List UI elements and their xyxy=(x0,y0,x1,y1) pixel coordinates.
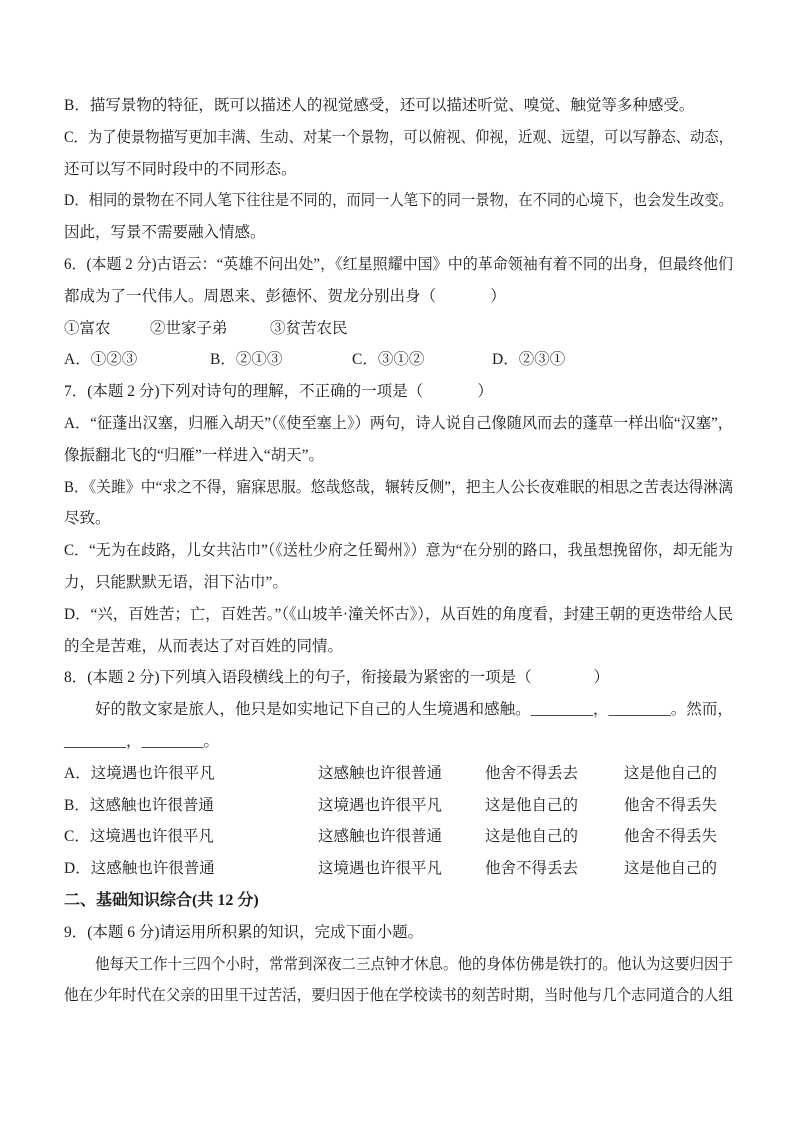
q7-option-d-line1-text: D．“兴，百姓苦；亡，百姓苦。”（《山坡羊·潼关怀古》），从百姓的角度看，封建王朝的更迭带给人民 xyxy=(64,605,733,623)
q7-option-d-line2: 的全是苦难，从而表达了对百姓的同情。 xyxy=(64,637,344,655)
q6-sub-items-row xyxy=(64,313,733,345)
q8-row-d-cell-4: 这是他自己的 xyxy=(624,860,718,878)
q8-row-a-cell-4: 这是他自己的 xyxy=(624,764,718,782)
q8-row-c-cell-3: 这是他自己的 xyxy=(485,828,579,846)
q8-row-b-cell-4: 他舍不得丢失 xyxy=(624,796,718,814)
q7-option-c-line1-text: C．“无为在歧路，儿女共沾巾”（《送杜少府之任蜀州》）意为“在分别的路口，我虽想挽留你，却无能为 xyxy=(64,542,733,560)
q7-option-c-line2: 力，只能默默无语，泪下沾巾”。 xyxy=(64,573,288,591)
q7-option-a-line1 xyxy=(64,408,733,440)
q8-row-c-cell-4: 他舍不得丢失 xyxy=(624,828,718,846)
q8-passage-line2: ________，________。 xyxy=(64,732,220,750)
q8-row-c-cell-1: C．这境遇也许很平凡 xyxy=(64,828,214,846)
q6-choices-row xyxy=(64,344,733,376)
q7-option-a-line2: 像振翻北飞的“归雁”一样进入“胡天”。 xyxy=(64,446,325,464)
q5-option-c-line1 xyxy=(64,122,733,154)
q7-option-b-line2: 尽致。 xyxy=(64,510,111,528)
q6-stem-line1 xyxy=(64,249,733,281)
q5-option-c-line1-text: C．为了使景物描写更加丰满、生动、对某一个景物，可以俯视、仰视，近观、远望，可以写静态、动态， xyxy=(64,128,733,146)
q8-row-a-cell-2: 这感触也许很普通 xyxy=(318,764,443,782)
q6-sub-item-3: ③贫苦农民 xyxy=(270,319,348,337)
q9-stem: 9．(本题 6 分)请运用所积累的知识，完成下面小题。 xyxy=(64,923,424,941)
q9-passage-line1-text: 他每天工作十三四个小时，常常到深夜二三点钟才休息。他的身体仿佛是铁打的。他认为这要归因于 xyxy=(95,955,733,973)
q8-row-a-cell-1: A．这境遇也许很平凡 xyxy=(64,764,215,782)
q8-passage-line1-text: 好的散文家是旅人，他只是如实地记下自己的人生境遇和感触。________，________。然而， xyxy=(95,701,733,719)
q7-option-b-line1 xyxy=(64,472,733,504)
q8-passage-line1 xyxy=(64,694,733,726)
q9-passage-line2-text: 他在少年时代在父亲的田里干过苦活，要归因于他在学校读书的刻苦时期，当时他与几个志同道合的人组 xyxy=(64,987,733,1005)
q8-stem: 8．(本题 2 分)下列填入语段横线上的句子，衔接最为紧密的一项是（ ） xyxy=(64,669,610,687)
q6-stem-line2: 都成为了一代伟人。周恩来、彭德怀、贺龙分别出身（ ） xyxy=(64,287,506,305)
q8-choice-row-b xyxy=(64,790,733,822)
q8-row-b-cell-1: B．这感触也许很普通 xyxy=(64,796,214,814)
q5-option-d-line1 xyxy=(64,185,733,217)
q8-choice-row-d xyxy=(64,853,733,885)
q6-choice-d: D．②③① xyxy=(492,351,566,369)
q7-option-b-line1-text: B．《关雎》中“求之不得，寤寐思服。悠哉悠哉，辗转反侧”，把主人公长夜难眠的相思之苦表达得淋漓 xyxy=(64,478,733,496)
q7-option-c-line1 xyxy=(64,535,733,567)
q6-choice-a: A．①②③ xyxy=(64,351,138,369)
q8-row-a-cell-3: 他舍不得丢去 xyxy=(485,764,579,782)
q8-row-d-cell-2: 这境遇也许很平凡 xyxy=(318,860,443,878)
q9-passage-line1 xyxy=(64,949,733,981)
q7-stem: 7．(本题 2 分)下列对诗句的理解，不正确的一项是（ ） xyxy=(64,383,493,401)
q8-choice-row-c xyxy=(64,821,733,853)
q6-sub-item-1: ①富农 xyxy=(64,319,111,337)
q6-stem-line1-text: 6．(本题 2 分)古语云：“英雄不问出处”，《红星照耀中国》中的革命领袖有着不同的出身，但最终他们 xyxy=(64,255,733,273)
q6-choice-b: B．②①③ xyxy=(210,351,283,369)
q7-option-a-line1-text: A．“征蓬出汉塞，归雁入胡天”（《使至塞上》）两句，诗人说自己像随风而去的蓬草一样出临“汉塞”， xyxy=(64,414,733,432)
q5-option-c-line2: 还可以写不同时段中的不同形态。 xyxy=(64,160,297,178)
q6-choice-c: C．③①② xyxy=(352,351,425,369)
q5-option-b: B．描写景物的特征，既可以描述人的视觉感受，还可以描述听觉、嗅觉、触觉等多种感受。 xyxy=(64,97,695,114)
q9-passage-line2 xyxy=(64,980,733,1012)
q8-row-c-cell-2: 这感触也许很普通 xyxy=(318,828,443,846)
section2-heading: 二、基础知识综合(共 12 分) xyxy=(64,891,259,909)
q5-option-d-line1-text: D．相同的景物在不同人笔下往往是不同的，而同一人笔下的同一景物，在不同的心境下，也会发生改变。 xyxy=(64,192,733,210)
q8-row-b-cell-3: 这是他自己的 xyxy=(485,796,579,814)
q8-row-d-cell-3: 他舍不得丢去 xyxy=(485,860,579,878)
q5-option-d-line2: 因此，写景不需要融入情感。 xyxy=(64,224,266,242)
q8-choice-row-a xyxy=(64,758,733,790)
q6-sub-item-2: ②世家子弟 xyxy=(150,319,228,337)
q8-row-d-cell-1: D．这感触也许很普通 xyxy=(64,860,215,878)
q8-row-b-cell-2: 这境遇也许很平凡 xyxy=(318,796,443,814)
q7-option-d-line1 xyxy=(64,599,733,631)
